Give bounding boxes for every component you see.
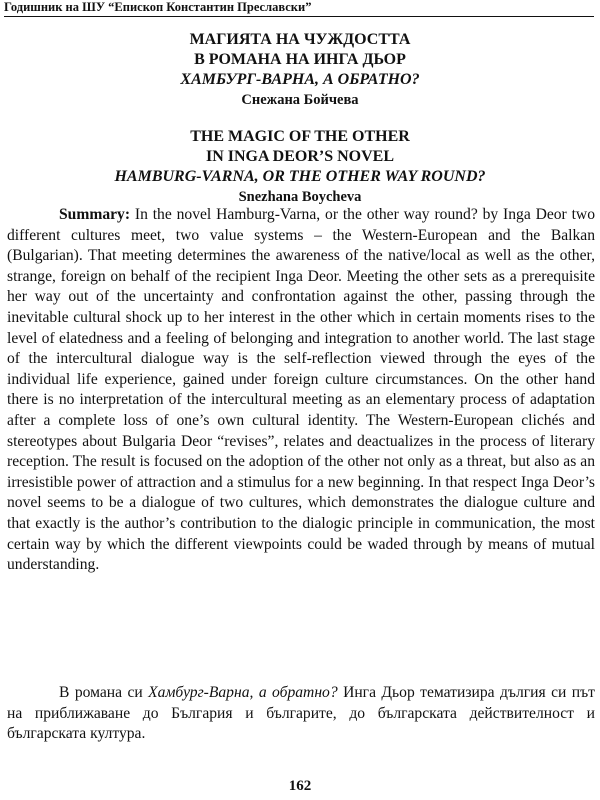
english-title-line-1: THE MAGIC OF THE OTHER — [190, 128, 410, 145]
bulgarian-novel-title: ХАМБУРГ-ВАРНА, А ОБРАТНО? — [180, 71, 420, 88]
summary-label: Summary: — [59, 206, 131, 223]
bulgarian-title-line-2: В РОМАНА НА ИНГА ДЬОР — [194, 51, 406, 68]
page-number: 162 — [288, 778, 312, 794]
bulgarian-title-block — [0, 30, 600, 110]
body-paragraph-rest: Инга Дьор тематизира дългия си път на приближаване до България и българите, до българската действителност и българската култура. — [7, 684, 595, 743]
english-title-line-2: IN INGA DEOR’S NOVEL — [205, 148, 395, 165]
english-author-name: Snezhana Boycheva — [238, 189, 362, 205]
body-paragraph-start: В романа си — [59, 684, 149, 701]
bulgarian-author-name: Снежана Бойчева — [241, 92, 359, 108]
body-paragraph — [7, 683, 595, 745]
english-title-block — [0, 127, 600, 207]
bulgarian-title-line-1: МАГИЯТА НА ЧУЖДОСТТА — [189, 31, 411, 48]
summary-paragraph — [7, 205, 595, 576]
summary-text: In the novel Hamburg-Varna, or the other way round? by Inga Deor two different cultures meet, two value systems – the Western-European and the Balkan (Bulgarian). That meeting determines the awareness of the native/local as well as the other, strange, foreign on behalf of the recipient Inga Deor. Meeting the other sets as a prerequisite her way out of the uncertainty and confrontation against the other, passing through the inevitable cultural shock up to her interest in the other which in certain moments rises to the level of elatedness and a feeling of belonging and integration to another world. The last stage of the intercultural dialogue way is the self-reflection viewed through the eyes of the individual life experience, gained under foreign culture circumstances. On the other hand there is no interpretation of the intercultural meeting as an elementary process of adaptation after a complete loss of one’s own cultural identity. The Western-European clichés and stereotypes about Bulgaria Deor “revises”, relates and deactualizes in the process of literary reception. The result is focused on the adoption of the other not only as a threat, but also as an irresistible power of attraction and a stimulus for a new beginning. In that respect Inga Deor’s novel seems to be a dialogue of two cultures, which demonstrates the dialogue culture and that exactly is the author’s contribution to the dialogic principle in communication, the most certain way by which the different viewpoints could be waded through by means of mutual understanding. — [7, 206, 595, 574]
running-head: Годишник на ШУ “Епископ Константин Преславски” — [4, 0, 594, 17]
body-novel-title: Хамбург-Варна, а обратно? — [148, 684, 338, 701]
english-novel-title: HAMBURG-VARNA, OR THE OTHER WAY ROUND? — [114, 168, 486, 185]
